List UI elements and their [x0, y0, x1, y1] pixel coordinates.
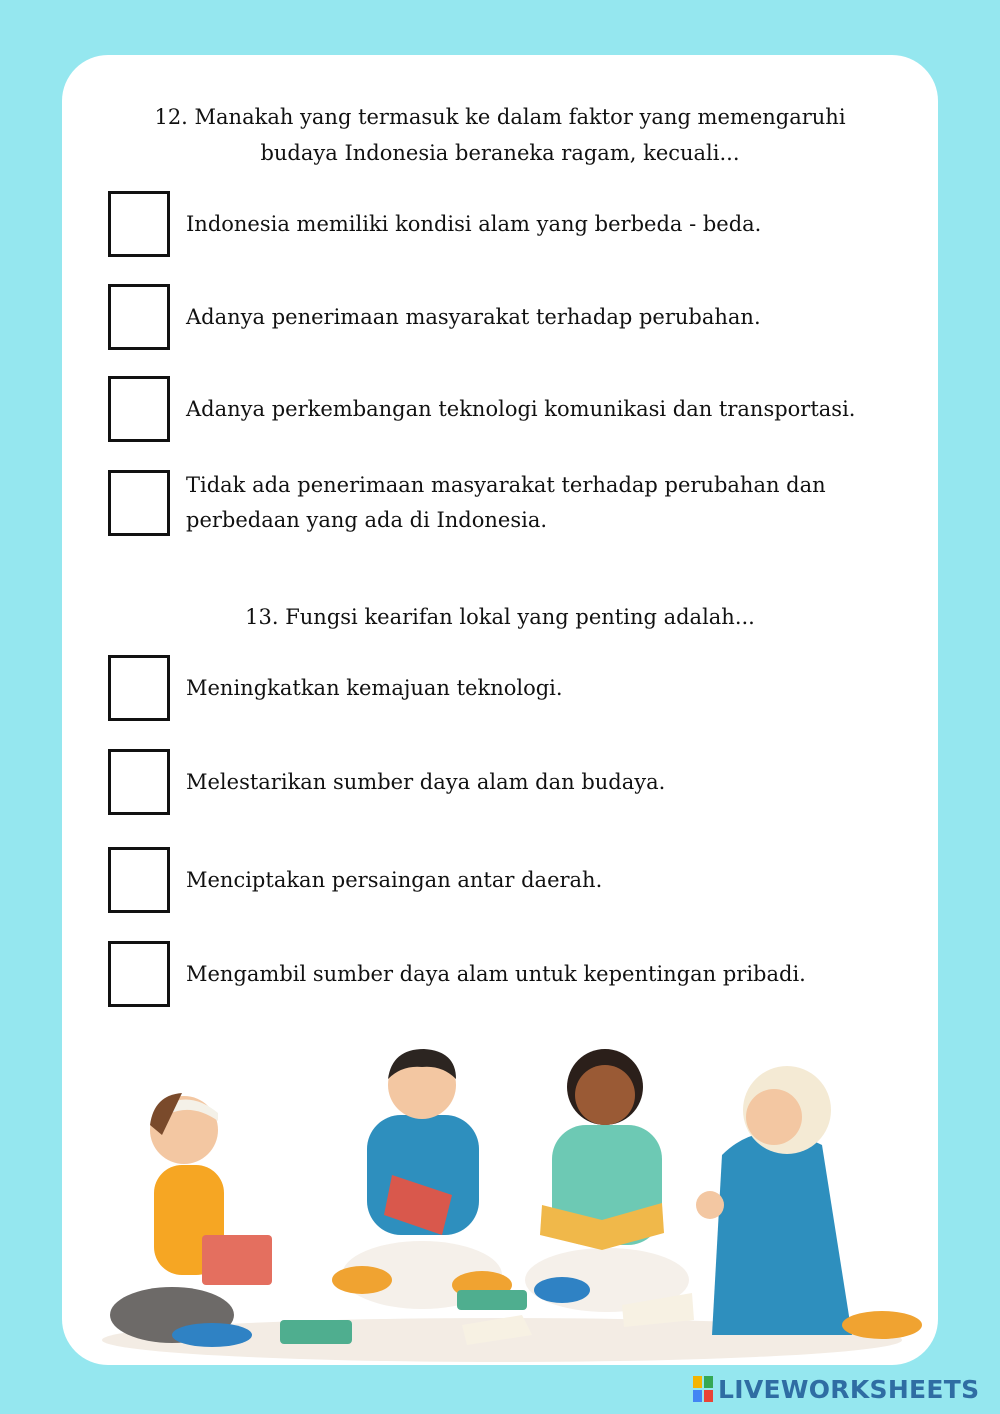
answer-checkbox[interactable] — [108, 655, 170, 721]
brand-name: LIVEWORKSHEETS — [718, 1374, 980, 1404]
answer-checkbox[interactable] — [108, 376, 170, 442]
q12-option-d — [108, 468, 876, 538]
answer-checkbox[interactable] — [108, 470, 170, 536]
option-text: Mengambil sumber daya alam untuk kepentingan pribadi. — [186, 961, 806, 986]
option-text: Melestarikan sumber daya alam dan budaya. — [186, 769, 666, 794]
answer-checkbox[interactable] — [108, 284, 170, 350]
liveworksheets-logo[interactable] — [692, 1372, 979, 1406]
answer-checkbox[interactable] — [108, 847, 170, 913]
question-text-line: 13. Fungsi kearifan lokal yang penting adalah... — [245, 605, 755, 629]
option-text-line: Tidak ada penerimaan masyarakat terhadap perubahan dan — [186, 473, 826, 497]
answer-checkbox[interactable] — [108, 191, 170, 257]
option-text: Menciptakan persaingan antar daerah. — [186, 867, 603, 892]
option-text — [186, 468, 876, 538]
option-text: Meningkatkan kemajuan teknologi. — [186, 675, 563, 700]
q12-option-b — [108, 284, 876, 350]
question-13 — [62, 599, 938, 635]
liveworksheets-logo-icon — [692, 1375, 714, 1403]
option-text: Adanya penerimaan masyarakat terhadap perubahan. — [186, 304, 761, 329]
option-text: Adanya perkembangan teknologi komunikasi dan transportasi. — [186, 396, 856, 421]
q13-option-d — [108, 941, 876, 1007]
question-text-line: budaya Indonesia beraneka ragam, kecuali... — [260, 141, 740, 165]
option-text: Indonesia memiliki kondisi alam yang berbeda - beda. — [186, 211, 762, 236]
q12-option-a — [108, 191, 876, 257]
children-reading-icon — [62, 1035, 938, 1365]
option-text-line: perbedaan yang ada di Indonesia. — [186, 508, 548, 532]
q13-option-c — [108, 847, 876, 913]
worksheet-card — [62, 55, 938, 1365]
q13-option-a — [108, 655, 876, 721]
answer-checkbox[interactable] — [108, 749, 170, 815]
q13-option-b — [108, 749, 876, 815]
answer-checkbox[interactable] — [108, 941, 170, 1007]
q12-option-c — [108, 376, 876, 442]
question-text-line: 12. Manakah yang termasuk ke dalam faktor yang memengaruhi — [154, 105, 846, 129]
question-12 — [62, 99, 938, 171]
